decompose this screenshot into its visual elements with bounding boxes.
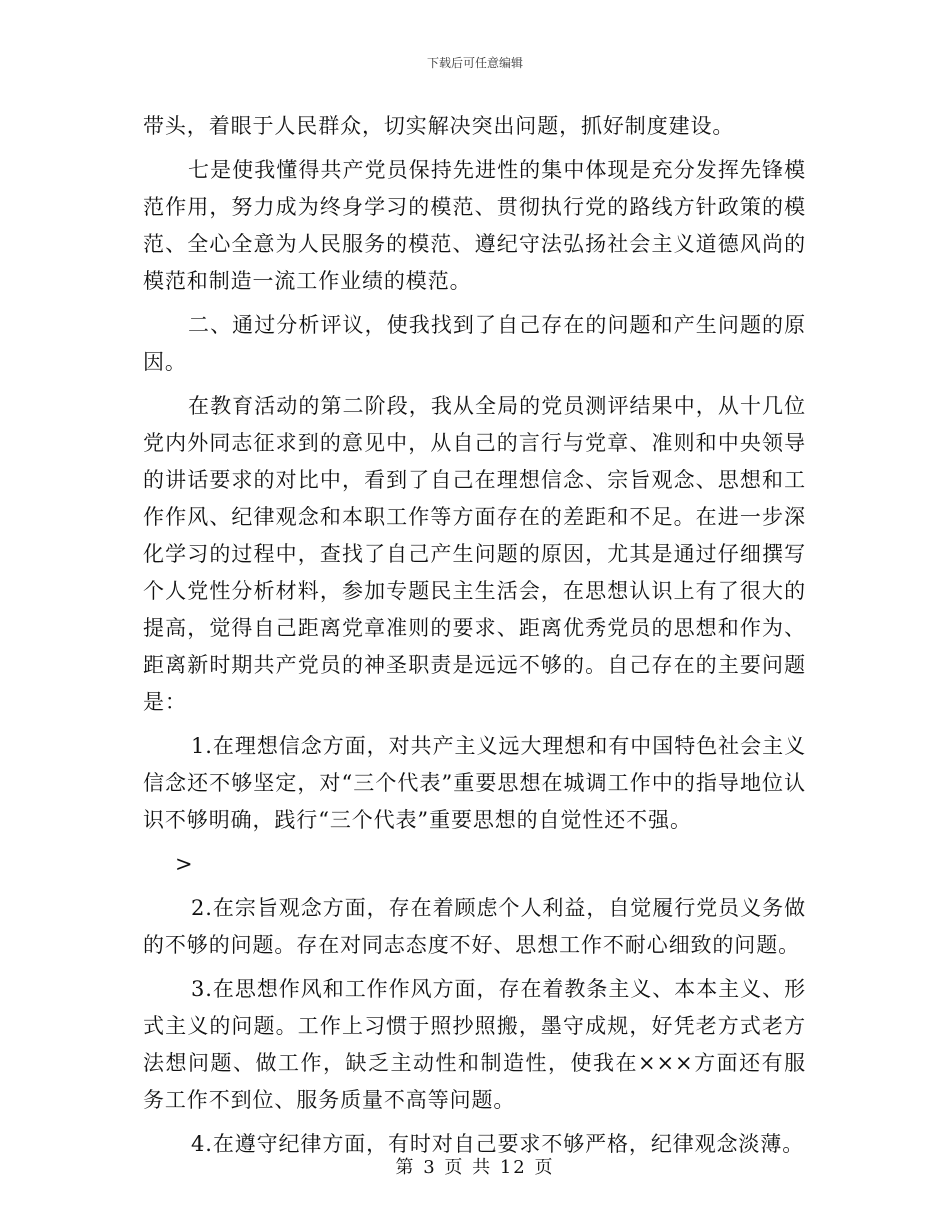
paragraph-second-stage: 在教育活动的第二阶段，我从全局的党员测评结果中，从十几位党内外同志征求到的意见中，从自己的言行与党章、准则和中央领导的讲话要求的对比中，看到了自己在理想信念、宗旨观念、思想和工作作风、纪律观念和本职工作等方面存在的差距和不足。在进一步深化学习的过程中，查找了自己产生问题的原因，尤其是通过仔细撰写个人党性分析材料，参加专题民主生活会，在思想认识上有了很大的提高，觉得自己距离党章准则的要求、距离优秀党员的思想和作为、距离新时期共产党员的神圣职责是远远不够的。自己存在的主要问题是： (143, 394, 806, 714)
list-item-1: 1.在理想信念方面，对共产主义远大理想和有中国特色社会主义信念还不够坚定，对“三个代表”重要思想在城调工作中的指导地位认识不够明确，践行“三个代表”重要思想的自觉性还不强。 (143, 734, 806, 832)
page-footer: 第 3 页 共 12 页 (395, 1157, 555, 1178)
paragraph-continuation: 带头，着眼于人民群众，切实解决突出问题，抓好制度建设。 (143, 114, 735, 138)
list-item-4: 4.在遵守纪律方面，有时对自己要求不够严格，纪律观念淡薄。 (191, 1132, 805, 1156)
list-item-2: 2.在宗旨观念方面，存在着顾虑个人利益，自觉履行党员义务做的不够的问题。存在对同志态度不好、思想工作不耐心细致的问题。 (143, 896, 806, 957)
paragraph-point-seven: 七是使我懂得共产党员保持先进性的集中体现是充分发挥先锋模范作用，努力成为终身学习的模范、贯彻执行党的路线方针政策的模范、全心全意为人民服务的模范、遵纪守法弘扬社会主义道德风尚的模范和制造一流工作业绩的模范。 (143, 158, 806, 293)
stray-mark: > (175, 852, 194, 876)
document-body (143, 108, 806, 1163)
list-item-3: 3.在思想作风和工作作风方面，存在着教条主义、本本主义、形式主义的问题。工作上习惯于照抄照搬，墨守成规，好凭老方式老方法想问题、做工作，缺乏主动性和制造性，使我在×××方面还有服务工作不到位、服务质量不高等问题。 (143, 977, 806, 1112)
page-header: 下载后可任意编辑 (426, 56, 523, 70)
section-heading-two: 二、通过分析评议，使我找到了自己存在的问题和产生问题的原因。 (143, 313, 806, 374)
